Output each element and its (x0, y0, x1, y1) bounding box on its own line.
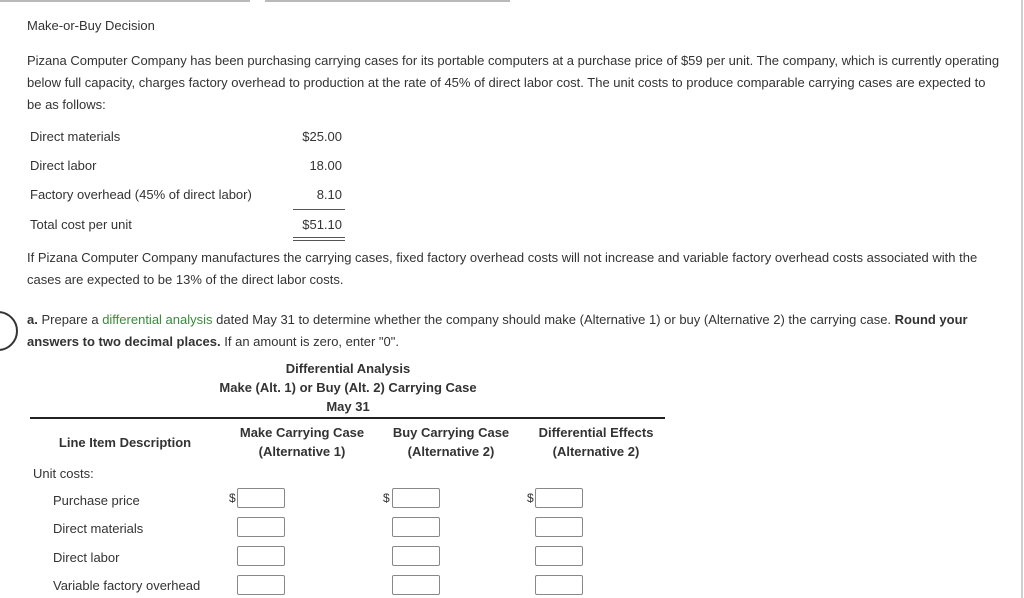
section-label: Unit costs: (33, 466, 94, 481)
buy-purchase-price-input[interactable] (392, 488, 440, 508)
top-tab-strip (0, 0, 1024, 3)
buy-variable-overhead-input[interactable] (392, 575, 440, 595)
column-header-make (226, 423, 378, 461)
column-header-differential (524, 423, 668, 461)
row-label-direct-materials: Direct materials (53, 521, 144, 536)
make-purchase-price-input[interactable] (237, 488, 285, 508)
header-rule (30, 417, 665, 419)
make-variable-overhead-input[interactable] (237, 575, 285, 595)
page-edge (1021, 0, 1023, 598)
buy-direct-materials-input[interactable] (392, 517, 440, 537)
cost-label: Direct labor (30, 158, 97, 173)
buy-direct-labor-input[interactable] (392, 546, 440, 566)
column-header-buy-line1: Buy Carrying Case (392, 425, 510, 440)
page-title: Make-or-Buy Decision (27, 18, 155, 33)
cost-label: Total cost per unit (30, 217, 132, 232)
followup-paragraph: If Pizana Computer Company manufactures the carrying cases, fixed factory overhead costs will not increase and variable factory overhead costs associated with the cases are expected to be 13% of the direct labor costs. (27, 250, 978, 287)
question-text (27, 309, 1002, 353)
cost-label: Direct materials (30, 129, 121, 144)
differential-variable-overhead-input[interactable] (535, 575, 583, 595)
make-direct-labor-input[interactable] (237, 546, 285, 566)
subtotal-underline (293, 209, 345, 210)
question-text-part: If an amount is zero, enter "0". (224, 334, 399, 349)
row-label-direct-labor: Direct labor (53, 550, 120, 565)
currency-symbol: $ (383, 491, 390, 505)
differential-direct-labor-input[interactable] (535, 546, 583, 566)
total-double-underline (293, 237, 345, 238)
cost-value: $51.10 (302, 217, 342, 232)
tab-edge (0, 0, 250, 2)
differential-purchase-price-input[interactable] (535, 488, 583, 508)
analysis-date: May 31 (326, 399, 370, 414)
question-text-part: Prepare a (41, 312, 99, 327)
column-header-differential-line2: (Alternative 2) (552, 444, 640, 459)
row-label-purchase-price: Purchase price (53, 493, 140, 508)
make-direct-materials-input[interactable] (237, 517, 285, 537)
cost-label: Factory overhead (45% of direct labor) (30, 187, 252, 202)
cost-value: 18.00 (309, 158, 342, 173)
column-header-buy (380, 423, 522, 461)
differential-direct-materials-input[interactable] (535, 517, 583, 537)
question-prefix: a. (27, 312, 38, 327)
column-header-differential-line1: Differential Effects (538, 425, 654, 440)
rounding-instruction: Round your answers to two decimal places. (27, 312, 968, 349)
question-text-part: dated May 31 to determine whether the company should make (Alternative 1) or buy (Alternative 2) the carrying case. (216, 312, 892, 327)
cost-value: 8.10 (316, 187, 342, 202)
question-marker-icon (0, 311, 18, 351)
currency-symbol: $ (229, 491, 236, 505)
analysis-subtitle: Make (Alt. 1) or Buy (Alt. 2) Carrying Case (219, 380, 477, 395)
column-header-make-line1: Make Carrying Case (239, 425, 365, 440)
column-header-description: Line Item Description (58, 435, 192, 450)
tab-edge (265, 0, 510, 2)
row-label-variable-factory-overhead: Variable factory overhead (53, 578, 201, 593)
column-header-make-line2: (Alternative 1) (258, 444, 346, 459)
differential-analysis-link[interactable]: differential analysis (102, 312, 213, 327)
intro-paragraph: Pizana Computer Company has been purchasing carrying cases for its portable computers at a purchase price of $59 per unit. The company, which is currently operating below full capacity, charges factory overhead to production at the rate of 45% of direct labor cost. The unit costs to produce comparable carrying cases are expected to be as follows: (27, 53, 1000, 112)
currency-symbol: $ (527, 491, 534, 505)
column-header-buy-line2: (Alternative 2) (407, 444, 495, 459)
analysis-title: Differential Analysis (285, 361, 411, 376)
cost-value: $25.00 (302, 129, 342, 144)
total-double-underline (293, 240, 345, 241)
